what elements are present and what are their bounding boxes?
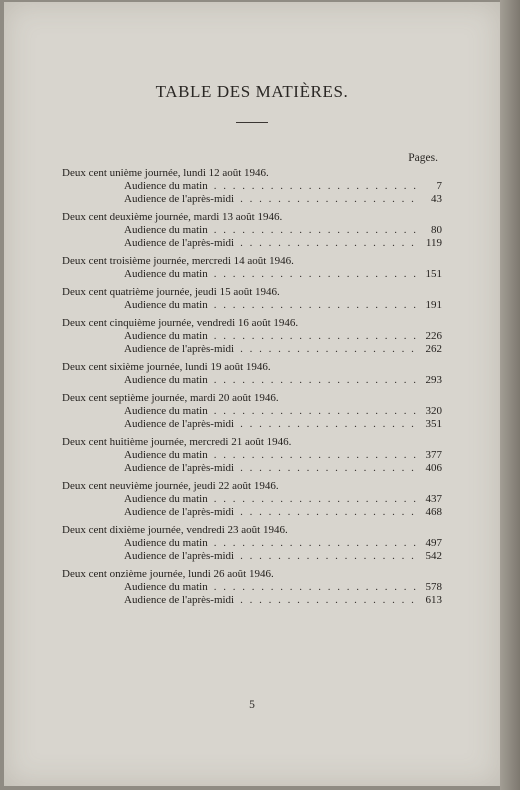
toc-entry [62, 286, 442, 312]
toc-session-row [62, 594, 442, 607]
dot-leader [240, 506, 416, 519]
session-label: Audience du matin [124, 268, 208, 280]
session-label: Audience du matin [124, 224, 208, 236]
session-page-number: 43 [431, 193, 442, 205]
session-page-number: 497 [425, 537, 442, 549]
dot-leader [214, 299, 416, 312]
session-label: Audience du matin [124, 299, 208, 311]
dot-leader [214, 374, 416, 387]
toc-session-row [62, 550, 442, 563]
toc-entry [62, 317, 442, 356]
toc-session-row [62, 405, 442, 418]
toc-session-row [62, 462, 442, 475]
session-page-number: 542 [425, 550, 442, 562]
session-page-number: 191 [425, 299, 442, 311]
table-of-contents [62, 167, 442, 612]
dot-leader [240, 550, 416, 563]
toc-session-row [62, 193, 442, 206]
toc-session-row [62, 237, 442, 250]
session-page-number: 262 [425, 343, 442, 355]
toc-session-row [62, 268, 442, 281]
toc-entry [62, 167, 442, 206]
dot-leader [214, 330, 416, 343]
session-label: Audience de l'après-midi [124, 506, 235, 518]
session-label: Audience du matin [124, 537, 208, 549]
toc-session-row [62, 449, 442, 462]
toc-entry [62, 255, 442, 281]
toc-day-heading: Deux cent sixième journée, lundi 19 août 1946. [62, 361, 271, 373]
toc-day-heading: Deux cent huitième journée, mercredi 21 août 1946. [62, 436, 292, 448]
pages-column-label: Pages. [408, 152, 438, 164]
page-title: TABLE DES MATIÈRES. [155, 82, 349, 101]
session-page-number: 226 [425, 330, 442, 342]
session-label: Audience du matin [124, 180, 208, 192]
session-page-number: 377 [425, 449, 442, 461]
dot-leader [240, 193, 416, 206]
dot-leader [214, 581, 416, 594]
dot-leader [240, 594, 416, 607]
session-label: Audience du matin [124, 581, 208, 593]
toc-session-row [62, 224, 442, 237]
dot-leader [240, 418, 416, 431]
session-page-number: 7 [436, 180, 442, 192]
toc-entry [62, 568, 442, 607]
dot-leader [214, 405, 416, 418]
session-page-number: 151 [425, 268, 442, 280]
session-label: Audience de l'après-midi [124, 594, 235, 606]
toc-day-heading: Deux cent neuvième journée, jeudi 22 août 1946. [62, 480, 279, 492]
session-page-number: 119 [425, 237, 442, 249]
toc-day-heading: Deux cent quatrième journée, jeudi 15 août 1946. [62, 286, 280, 298]
toc-session-row [62, 374, 442, 387]
toc-day-heading: Deux cent dixième journée, vendredi 23 août 1946. [62, 524, 288, 536]
toc-day-heading: Deux cent troisième journée, mercredi 14 août 1946. [62, 255, 294, 267]
dot-leader [214, 493, 416, 506]
toc-day-heading: Deux cent onzième journée, lundi 26 août 1946. [62, 568, 274, 580]
title-rule [236, 122, 268, 123]
dot-leader [240, 237, 416, 250]
toc-day-heading: Deux cent unième journée, lundi 12 août 1946. [62, 167, 269, 179]
toc-entry [62, 392, 442, 431]
toc-session-row [62, 299, 442, 312]
page-number: 5 [249, 699, 255, 711]
toc-session-row [62, 506, 442, 519]
toc-day-heading: Deux cent cinquième journée, vendredi 16 août 1946. [62, 317, 299, 329]
session-label: Audience de l'après-midi [124, 462, 235, 474]
toc-session-row [62, 343, 442, 356]
toc-session-row [62, 418, 442, 431]
dot-leader [240, 462, 416, 475]
session-page-number: 578 [425, 581, 442, 593]
session-page-number: 293 [425, 374, 442, 386]
session-label: Audience du matin [124, 330, 208, 342]
toc-session-row [62, 180, 442, 193]
toc-session-row [62, 493, 442, 506]
toc-entry [62, 361, 442, 387]
session-page-number: 80 [431, 224, 442, 236]
session-page-number: 406 [425, 462, 442, 474]
toc-entry [62, 211, 442, 250]
dot-leader [214, 268, 416, 281]
toc-session-row [62, 330, 442, 343]
session-label: Audience du matin [124, 493, 208, 505]
session-label: Audience du matin [124, 449, 208, 461]
dot-leader [214, 180, 416, 193]
session-label: Audience de l'après-midi [124, 418, 235, 430]
session-label: Audience du matin [124, 374, 208, 386]
session-label: Audience du matin [124, 405, 208, 417]
dot-leader [214, 449, 416, 462]
session-page-number: 320 [425, 405, 442, 417]
session-label: Audience de l'après-midi [124, 550, 235, 562]
session-label: Audience de l'après-midi [124, 343, 235, 355]
session-page-number: 468 [425, 506, 442, 518]
toc-session-row [62, 581, 442, 594]
dot-leader [240, 343, 416, 356]
toc-entry [62, 436, 442, 475]
toc-entry [62, 524, 442, 563]
session-page-number: 437 [425, 493, 442, 505]
dot-leader [214, 224, 416, 237]
session-label: Audience de l'après-midi [124, 193, 235, 205]
page-edge [500, 0, 520, 790]
session-page-number: 351 [425, 418, 442, 430]
toc-day-heading: Deux cent deuxième journée, mardi 13 août 1946. [62, 211, 283, 223]
document-page [4, 2, 500, 786]
dot-leader [214, 537, 416, 550]
session-page-number: 613 [425, 594, 442, 606]
toc-session-row [62, 537, 442, 550]
toc-entry [62, 480, 442, 519]
toc-day-heading: Deux cent septième journée, mardi 20 août 1946. [62, 392, 279, 404]
session-label: Audience de l'après-midi [124, 237, 235, 249]
